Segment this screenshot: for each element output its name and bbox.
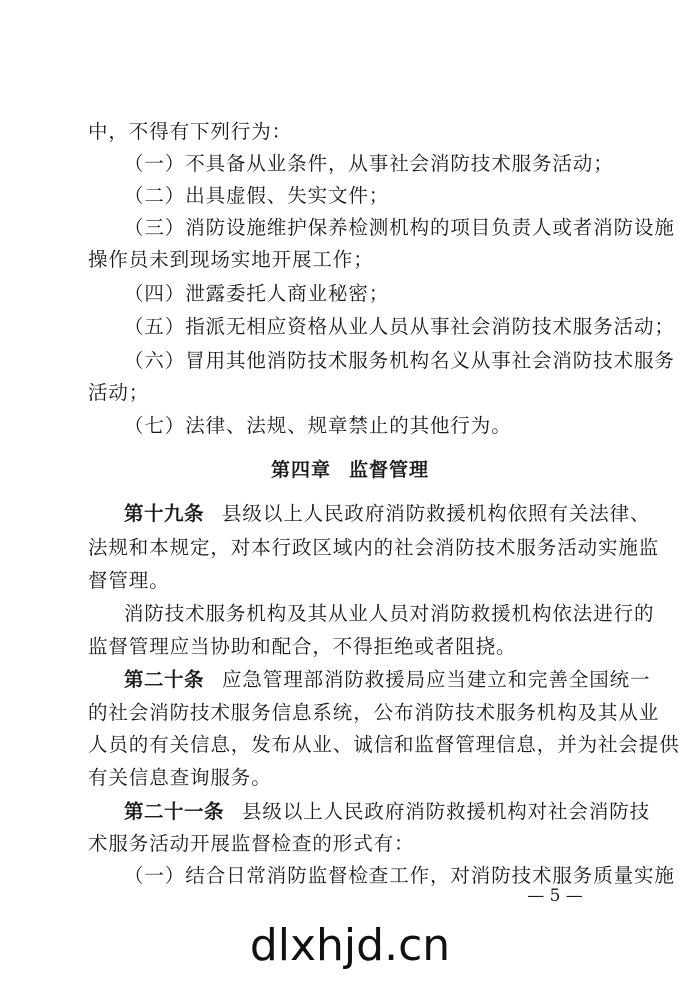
text-line: 法规和本规定，对本行政区域内的社会消防技术服务活动实施监 <box>88 536 660 559</box>
article-text: 县级以上人民政府消防救援机构对社会消防技 <box>242 800 651 823</box>
article-21-line <box>124 800 651 824</box>
page-number: — 5 — <box>527 886 583 906</box>
article-text: 应急管理部消防救援局应当建立和完善全国统一 <box>222 668 651 691</box>
list-item: （三）消防设施维护保养检测机构的项目负责人或者消防设施 <box>124 216 675 239</box>
watermark: dlxhjd.cn <box>249 920 451 971</box>
list-item: （六）冒用其他消防技术服务机构名义从事社会消防技术服务 <box>124 349 675 372</box>
list-item: （五）指派无相应资格从业人员从事社会消防技术服务活动； <box>124 315 675 338</box>
chapter-heading <box>0 458 700 482</box>
text-line: 监督管理应当协助和配合，不得拒绝或者阻挠。 <box>88 635 517 658</box>
text-line: 中，不得有下列行为： <box>88 120 293 143</box>
article-19-line <box>124 502 651 526</box>
article-label: 第二十一条 <box>124 800 225 823</box>
article-label: 第十九条 <box>124 502 205 525</box>
text-line: 消防技术服务机构及其从业人员对消防救援机构依法进行的 <box>124 602 655 625</box>
article-20-line <box>124 668 651 692</box>
text-line: 活动； <box>88 381 150 404</box>
article-text: 县级以上人民政府消防救援机构依照有关法律、 <box>222 502 651 525</box>
article-label: 第二十条 <box>124 668 205 691</box>
text-line: 术服务活动开展监督检查的形式有： <box>88 832 415 855</box>
list-item: （二）出具虚假、失实文件； <box>124 184 390 207</box>
text-line: 的社会消防技术服务信息系统，公布消防技术服务机构及其从业 <box>88 701 660 724</box>
text-line: 操作员未到现场实地开展工作； <box>88 248 374 271</box>
list-item: （一）结合日常消防监督检查工作，对消防技术服务质量实施 <box>124 864 675 887</box>
list-item: （四）泄露委托人商业秘密； <box>124 282 390 305</box>
text-line: 督管理。 <box>88 569 170 592</box>
text-line: 有关信息查询服务。 <box>88 766 272 789</box>
list-item: （一）不具备从业条件，从事社会消防技术服务活动； <box>124 152 614 175</box>
chapter-number: 第四章 <box>270 459 331 481</box>
list-item: （七）法律、法规、规章禁止的其他行为。 <box>124 414 512 437</box>
text-line: 人员的有关信息，发布从业、诚信和监督管理信息，并为社会提供 <box>88 733 680 756</box>
chapter-title: 监督管理 <box>349 459 430 481</box>
